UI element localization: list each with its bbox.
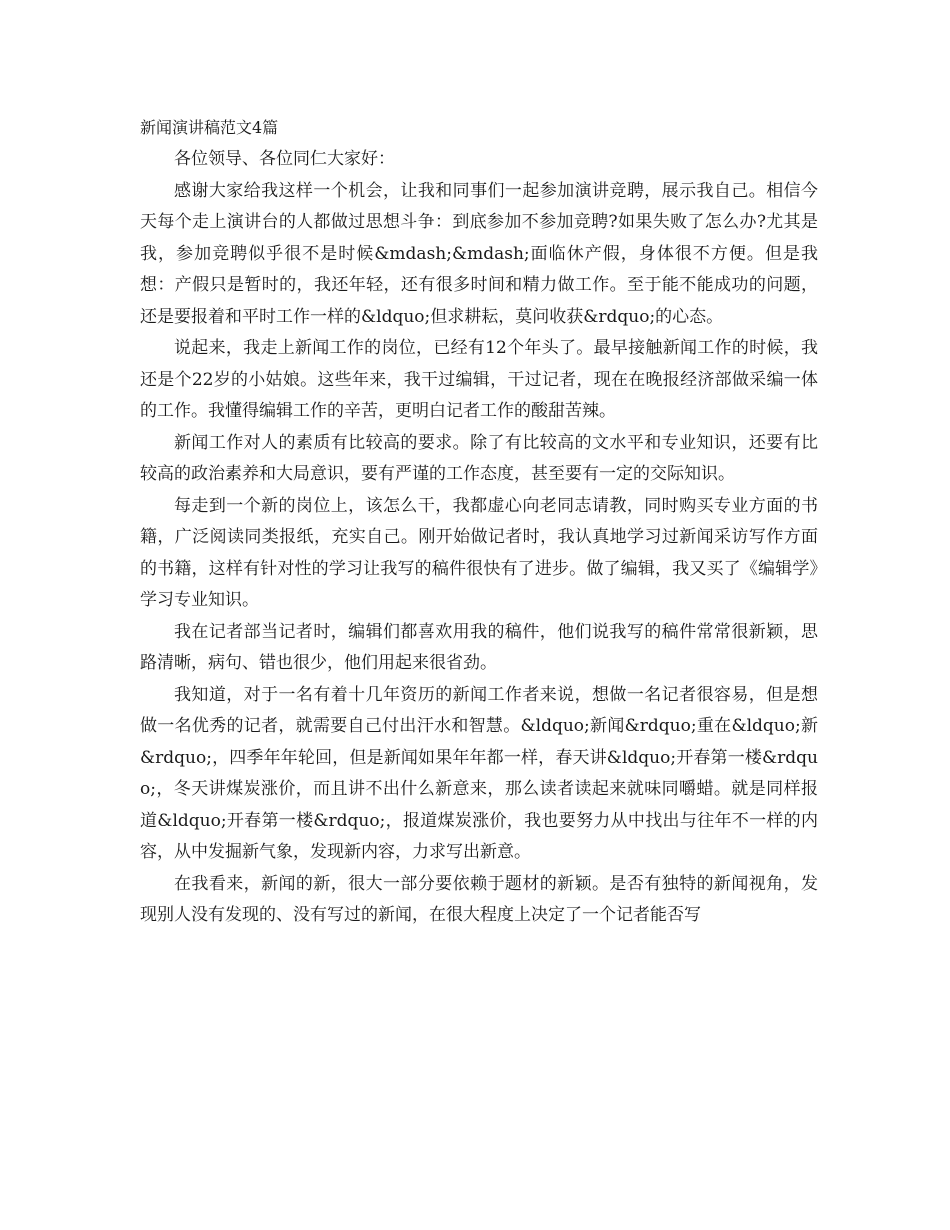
paragraph: 说起来，我走上新闻工作的岗位，已经有12个年头了。最早接触新闻工作的时候，我还是个22岁的小姑娘。这些年来，我干过编辑，干过记者，现在在晚报经济部做采编一体的工作。我懂得编辑工作的辛苦，更明白记者工作的酸甜苦辣。	[140, 338, 818, 421]
paragraph: 我知道，对于一名有着十几年资历的新闻工作者来说，想做一名记者很容易，但是想做一名优秀的记者，就需要自己付出汗水和智慧。&ldquo;新闻&rdquo;重在&ldquo;新&rdquo;，四季年年轮回，但是新闻如果年年都一样，春天讲&ldquo;开春第一楼&rdquo;，冬天讲煤炭涨价，而且讲不出什么新意来，那么读者读起来就味同嚼蜡。就是同样报道&ldquo;开春第一楼&rdquo;，报道煤炭涨价，我也要努力从中找出与往年不一样的内容，从中发掘新气象，发现新内容，力求写出新意。	[140, 684, 818, 862]
paragraph-greeting: 各位领导、各位同仁大家好：	[174, 149, 395, 169]
paragraph: 感谢大家给我这样一个机会，让我和同事们一起参加演讲竞聘，展示我自己。相信今天每个走上演讲台的人都做过思想斗争：到底参加不参加竞聘?如果失败了怎么办?尤其是我，参加竞聘似乎很不是时候&mdash;&mdash;面临休产假，身体很不方便。但是我想：产假只是暂时的，我还年轻，还有很多时间和精力做工作。至于能不能成功的问题，还是要报着和平时工作一样的&ldquo;但求耕耘，莫问收获&rdquo;的心态。	[140, 180, 818, 327]
paragraph: 我在记者部当记者时，编辑们都喜欢用我的稿件，他们说我写的稿件常常很新颖，思路清晰，病句、错也很少，他们用起来很省劲。	[140, 621, 818, 673]
document-body	[140, 114, 818, 932]
paragraph: 每走到一个新的岗位上，该怎么干，我都虚心向老同志请教，同时购买专业方面的书籍，广泛阅读同类报纸，充实自己。刚开始做记者时，我认真地学习过新闻采访写作方面的书籍，这样有针对性的学习让我写的稿件很快有了进步。做了编辑，我又买了《编辑学》学习专业知识。	[140, 495, 818, 610]
paragraph: 在我看来，新闻的新，很大一部分要依赖于题材的新颖。是否有独特的新闻视角，发现别人没有发现的、没有写过的新闻，在很大程度上决定了一个记者能否写	[140, 873, 818, 925]
paragraph: 新闻工作对人的素质有比较高的要求。除了有比较高的文水平和专业知识，还要有比较高的政治素养和大局意识，要有严谨的工作态度，甚至要有一定的交际知识。	[140, 432, 818, 484]
document-title: 新闻演讲稿范文4篇	[140, 118, 279, 137]
